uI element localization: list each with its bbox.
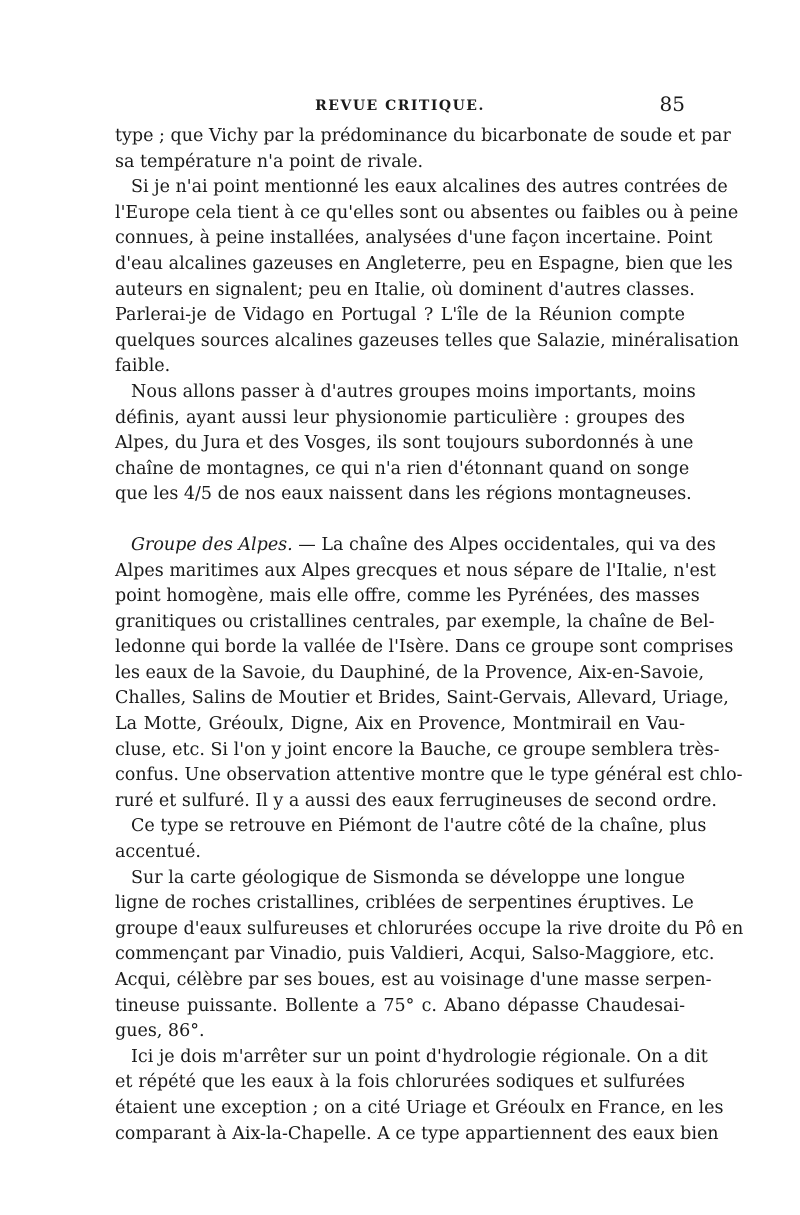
text-line: gues, 86°.: [115, 1021, 205, 1042]
text-line: Sur la carte géologique de Sismonda se développe une longue: [131, 867, 685, 888]
paragraph-alkaline-waters: [115, 175, 739, 380]
text-line: accentué.: [115, 842, 201, 863]
text-line: étaient une exception ; on a cité Uriage et Gréoulx en France, en les: [115, 1097, 724, 1118]
text-line: sa température n'a point de rivale.: [115, 151, 424, 172]
text-line: d'eau alcalines gazeuses en Angleterre, peu en Espagne, bien que les: [115, 253, 733, 274]
text-line: Acqui, célèbre par ses boues, est au voisinage d'une masse serpen-: [115, 970, 712, 990]
text-line: confus. Une observation attentive montre que le type général est chlo-: [115, 765, 743, 786]
text-line: cluse, etc. Si l'on y joint encore la Bauche, ce groupe semblera très-: [115, 739, 720, 760]
text-line: faible.: [115, 356, 171, 377]
paragraph-regional-hydrology: [115, 1045, 724, 1147]
text-line: commençant par Vinadio, puis Valdieri, Acqui, Salso-Maggiore, etc.: [115, 944, 715, 965]
text-line: chaîne de montagnes, ce qui n'a rien d'étonnant quand on songe: [115, 458, 690, 479]
text-line: granitiques ou cristallines centrales, par exemple, la chaîne de Bel-: [115, 611, 715, 632]
text-line: Alpes maritimes aux Alpes grecques et nous sépare de l'Italie, n'est: [115, 560, 716, 581]
text-line: les eaux de la Savoie, du Dauphiné, de la Provence, Aix-en-Savoie,: [115, 662, 705, 683]
text-line: que les 4/5 de nos eaux naissent dans les régions montagneuses.: [115, 484, 692, 505]
paragraph-mountain-groups: [115, 380, 696, 508]
paragraph-alps-group: [115, 533, 743, 815]
text-line: groupe d'eaux sulfureuses et chlorurées occupe la rive droite du Pô en: [115, 918, 744, 939]
running-head: [115, 92, 685, 124]
section-heading: Groupe des Alpes.: [131, 534, 293, 555]
text-line: Alpes, du Jura et des Vosges, ils sont toujours subordonnés à une: [115, 433, 694, 454]
text-line: comparant à Aix-la-Chapelle. A ce type appartiennent des eaux bien: [115, 1123, 719, 1144]
running-title: REVUE CRITIQUE.: [315, 98, 485, 114]
text-line: Challes, Salins de Moutier et Brides, Saint-Gervais, Allevard, Uriage,: [115, 688, 729, 709]
text-line-rest: — La chaîne des Alpes occidentales, qui va des: [298, 534, 716, 555]
text-line: Ici je dois m'arrêter sur un point d'hydrologie régionale. On a dit: [131, 1046, 708, 1067]
paragraph-continuation: [115, 124, 731, 175]
text-line: quelques sources alcalines gazeuses telles que Salazie, minéralisation: [115, 330, 739, 351]
section-gap: [115, 508, 685, 533]
text-line: ruré et sulfuré. Il y a aussi des eaux ferrugineuses de second ordre.: [115, 790, 717, 811]
text-line: ledonne qui borde la vallée de l'Isère. Dans ce groupe sont comprises: [115, 637, 734, 658]
text-line: connues, à peine installées, analysées d'une façon incertaine. Point: [115, 228, 713, 249]
text-line: auteurs en signalent; peu en Italie, où dominent d'autres classes.: [115, 279, 695, 300]
text-line: La Motte, Gréoulx, Digne, Aix en Provence, Montmirail en Vau-: [115, 714, 685, 735]
text-line: [115, 533, 716, 559]
text-line: point homogène, mais elle offre, comme les Pyrénées, des masses: [115, 586, 700, 607]
text-line: Nous allons passer à d'autres groupes moins importants, moins: [131, 381, 696, 402]
text-line: Ce type se retrouve en Piémont de l'autre côté de la chaîne, plus: [131, 816, 707, 837]
text-line: définis, ayant aussi leur physionomie particulière : groupes des: [115, 407, 685, 428]
page-number: 85: [659, 92, 685, 116]
text-line: et répété que les eaux à la fois chlorurées sodiques et sulfurées: [115, 1072, 685, 1093]
paragraph-sismonda-map: [115, 866, 744, 1045]
text-line: l'Europe cela tient à ce qu'elles sont ou absentes ou faibles ou à peine: [115, 202, 739, 223]
text-line: Si je n'ai point mentionné les eaux alcalines des autres contrées de: [131, 177, 728, 198]
book-page: [115, 92, 744, 1147]
text-line: tineuse puissante. Bollente a 75° c. Abano dépasse Chaudesai-: [115, 995, 685, 1016]
text-line: ligne de roches cristallines, criblées de serpentines éruptives. Le: [115, 893, 694, 914]
text-line: type ; que Vichy par la prédominance du bicarbonate de soude et par: [115, 126, 731, 146]
text-line: Parlerai-je de Vidago en Portugal ? L'île de la Réunion compte: [115, 305, 685, 326]
paragraph-piedmont: [115, 814, 707, 865]
